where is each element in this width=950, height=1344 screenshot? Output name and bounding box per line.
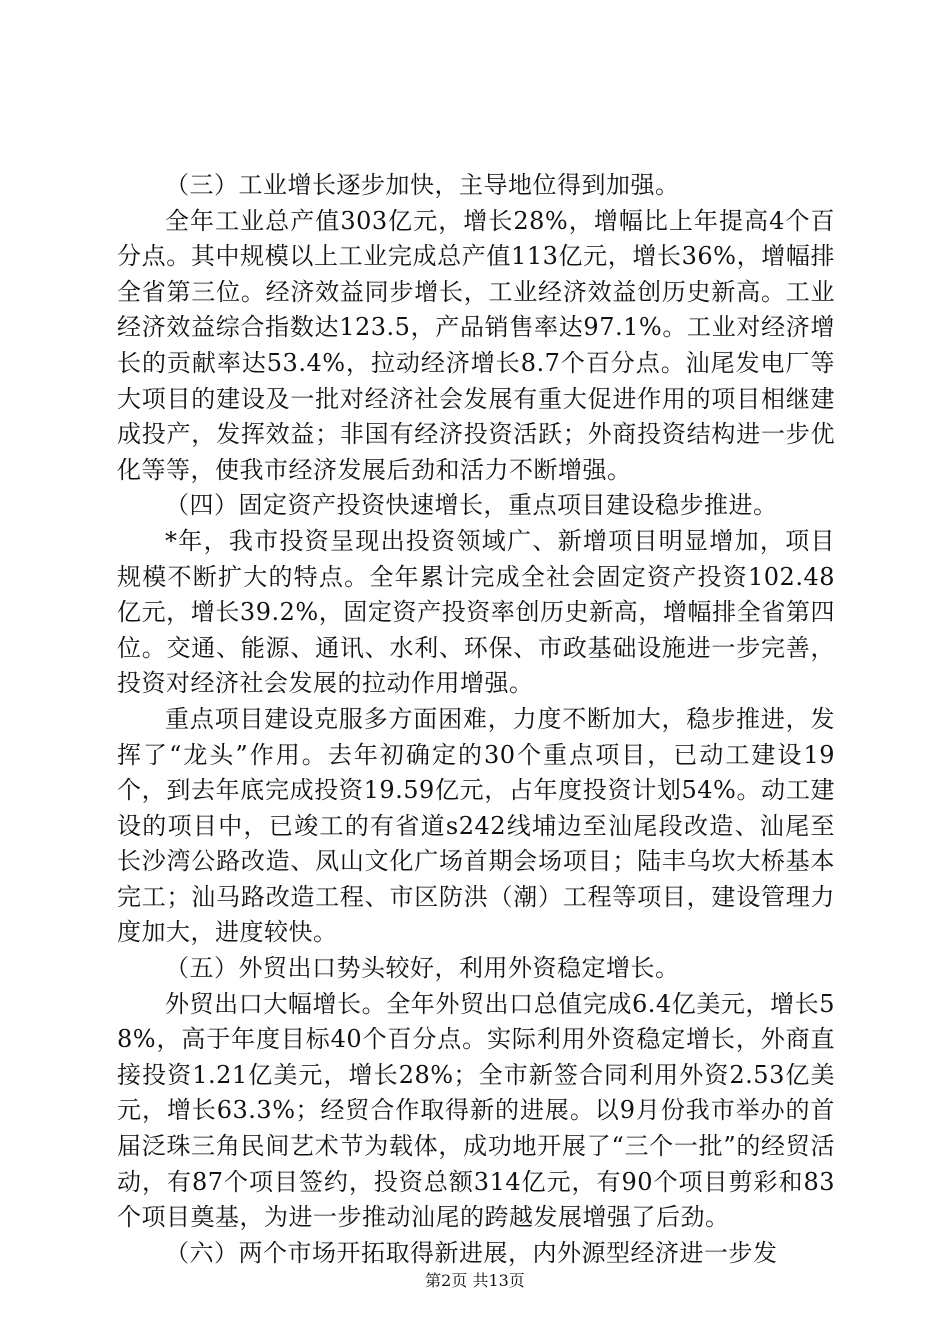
paragraph-key-projects: 重点项目建设克服多方面困难，力度不断加大，稳步推进，发挥了“龙头”作用。去年初确定的30个重点项目，已动工建设19个，到去年底完成投资19.59亿元，占年度投资计划54%。动工建设的项目中，已竣工的有省道s242线埔边至汕尾段改造、汕尾至长沙湾公路改造、凤山文化广场首期会场项目；陆丰乌坎大桥基本完工；汕马路改造工程、市区防洪（潮）工程等项目，建设管理力度加大，进度较快。 — [117, 704, 835, 947]
paragraph-foreign-trade: 外贸出口大幅增长。全年外贸出口总值完成6.4亿美元，增长58%，高于年度目标40个百分点。实际利用外资稳定增长，外商直接投资1.21亿美元，增长28%；全市新签合同利用外资2.53亿美元，增长63.3%；经贸合作取得新的进展。以9月份我市举办的首届泛珠三角民间艺术节为载体，成功地开展了“三个一批”的经贸活动，有87个项目签约，投资总额314亿元，有90个项目剪彩和83个项目奠基，为进一步推动汕尾的跨越发展增强了后劲。 — [117, 989, 835, 1232]
section-heading-fixed-investment: （四）固定资产投资快速增长，重点项目建设稳步推进。 — [165, 491, 778, 520]
section-heading-foreign-trade: （五）外贸出口势头较好，利用外资稳定增长。 — [165, 954, 680, 983]
section-heading-markets: （六）两个市场开拓取得新进展，内外源型经济进一步发 — [165, 1238, 778, 1267]
document-body — [117, 168, 835, 1271]
page-footer: 第2页 共13页 — [425, 1271, 525, 1290]
paragraph-investment-overview: *年，我市投资呈现出投资领域广、新增项目明显增加，项目规模不断扩大的特点。全年累计完成全社会固定资产投资102.48亿元，增长39.2%，固定资产投资率创历史新高，增幅排全省第四位。交通、能源、通讯、水利、环保、市政基础设施进一步完善，投资对经济社会发展的拉动作用增强。 — [117, 526, 835, 698]
section-heading-industry: （三）工业增长逐步加快，主导地位得到加强。 — [165, 171, 680, 199]
paragraph-industry-output: 全年工业总产值303亿元，增长28%，增幅比上年提高4个百分点。其中规模以上工业完成总产值113亿元，增长36%，增幅排全省第三位。经济效益同步增长，工业经济效益创历史新高。工业经济效益综合指数达123.5，产品销售率达97.1%。工业对经济增长的贡献率达53.4%，拉动经济增长8.7个百分点。汕尾发电厂等大项目的建设及一批对经济社会发展有重大促进作用的项目相继建成投产，发挥效益；非国有经济投资活跃；外商投资结构进一步优化等等，使我市经济发展后劲和活力不断增强。 — [117, 206, 835, 484]
